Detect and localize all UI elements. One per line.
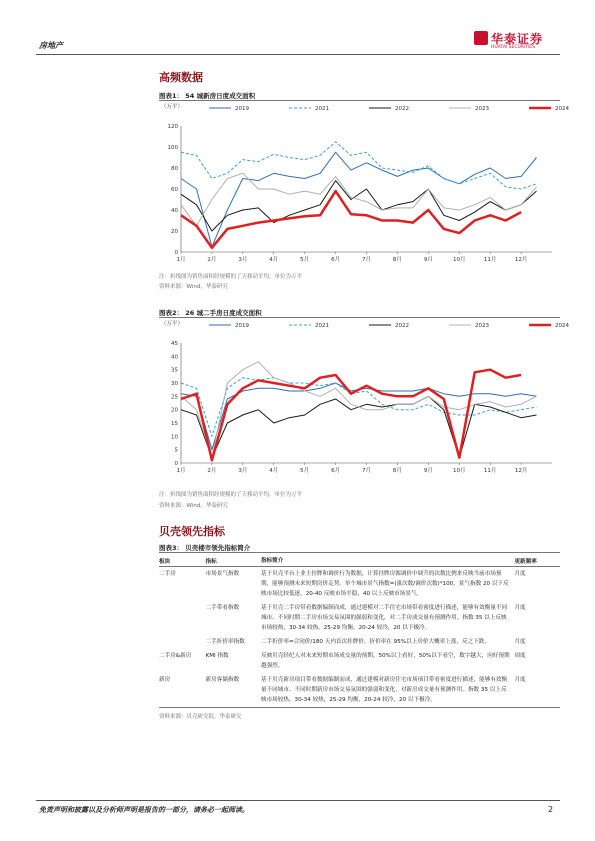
row-indicator: 新房客储指数	[205, 677, 240, 683]
row-description: 基于贝壳二手房带看数据编制而成，通过建模对二手住宅市场带看密度进行描述，能够有效衡量不同城市、不同时期二手房市场交易氛围的强弱和变化，对二手房成交量有预测作用。指数 35 以上反映市场较热，30-34 较热，25-29 均衡，20-24 较冷，20 以下极冷。	[260, 605, 508, 631]
x-tick-label: 3月	[238, 468, 248, 474]
y-tick-label: 40	[171, 208, 178, 214]
page-number: 2	[548, 805, 554, 814]
x-tick-label: 7月	[362, 468, 371, 474]
x-tick-label: 9月	[423, 257, 433, 263]
y-tick-label: 40	[171, 354, 178, 361]
legend-label: 2019	[235, 106, 249, 112]
x-tick-label: 9月	[423, 468, 433, 474]
logo-name: 华泰证券	[491, 32, 544, 46]
section-title-high-frequency: 高频数据	[159, 71, 203, 84]
x-tick-label: 3月	[238, 257, 248, 263]
legend-label: 2022	[395, 323, 409, 329]
indicator-table	[159, 556, 560, 720]
footer-disclaimer: 免责声明和披露以及分析师声明是报告的一部分，请务必一起阅读。	[39, 806, 249, 814]
series-line-2021	[181, 142, 537, 189]
y-tick-label: 0	[174, 250, 178, 256]
y-tick-label: 60	[171, 187, 178, 193]
series-line-2022	[181, 396, 537, 457]
x-tick-label: 6月	[331, 468, 341, 474]
y-tick-label: 20	[171, 407, 178, 414]
figure2-note: 注：折线图为销售面积经规模的了天移动平均，单位为万平	[159, 492, 303, 498]
row-indicator: 二手折价率指数	[205, 639, 245, 645]
x-tick-label: 2月	[207, 468, 217, 474]
row-frequency: 月度	[514, 571, 526, 577]
row-frequency: 月度	[514, 639, 526, 645]
header-indicator: 指标	[205, 559, 217, 565]
x-tick-label: 10月	[453, 468, 466, 474]
x-tick-label: 1月	[176, 468, 186, 474]
row-indicator: 二手带看指数	[205, 605, 240, 611]
table-header	[159, 556, 560, 567]
report-sector: 房地产	[39, 41, 63, 50]
y-tick-label: 15	[171, 421, 178, 427]
figure1-rule	[159, 100, 560, 101]
row-sector: 二手房	[159, 571, 176, 577]
legend-label: 2021	[315, 323, 329, 329]
footer-divider	[36, 800, 560, 801]
legend-label: 2024	[555, 106, 569, 112]
legend-label: 2023	[475, 106, 489, 112]
x-tick-label: 5月	[300, 257, 310, 263]
figure2-chart	[159, 319, 569, 479]
x-tick-label: 8月	[392, 257, 402, 263]
x-tick-label: 10月	[453, 257, 466, 263]
legend-label: 2023	[475, 323, 489, 329]
x-tick-label: 4月	[269, 468, 279, 474]
header-divider	[36, 54, 560, 55]
figure2-title: 图表2： 26 城二手房日度成交面积	[159, 309, 262, 317]
y-tick-label: 120	[167, 124, 178, 130]
logo-english-name: HUATAI SECURITIES	[491, 45, 536, 50]
table-row	[159, 635, 560, 649]
table-row	[159, 649, 560, 673]
legend-label: 2022	[395, 106, 409, 112]
table-row	[159, 601, 560, 635]
row-description: 基于贝壳平台上业主挂牌和调价行为数据，计算挂牌房源调价中调升的次数比例来反映当前市场预期，能够预测未来短期房价走势。单个城市景气指数=(涨次数/调价次数)*100，景气指数 20 以下反映市场比较低迷，20-40 反映市场平稳，40 以上反映市场景气。	[260, 571, 509, 597]
x-tick-label: 11月	[483, 257, 497, 263]
x-tick-label: 11月	[483, 468, 497, 474]
x-tick-label: 12月	[514, 468, 528, 474]
row-frequency: 月度	[514, 605, 526, 611]
x-tick-label: 7月	[362, 257, 371, 263]
y-tick-label: 100	[167, 145, 178, 151]
section-title-beike: 贝壳领先指标	[159, 525, 225, 538]
row-sector: 新房	[159, 677, 171, 683]
x-tick-label: 4月	[269, 257, 279, 263]
series-line-2022	[181, 181, 537, 231]
table-row	[159, 673, 560, 708]
row-description: 二手折价率=合同价/180 天内首次挂牌价。折价率在 95%以上房价大概率上涨，反之下跌。	[260, 639, 490, 645]
y-tick-label: 25	[171, 394, 178, 401]
figure3-title: 图表3： 贝壳楼市领先指标简介	[159, 544, 251, 552]
x-tick-label: 8月	[392, 468, 402, 474]
y-tick-label: 35	[171, 367, 178, 374]
y-tick-label: 45	[171, 341, 178, 347]
figure1-note: 注：折线图为销售面积经规模的了天移动平均，单位为万平	[159, 274, 303, 280]
figure1-title: 图表1： 54 城新房日度成交面积	[159, 92, 256, 100]
y-tick-label: 10	[171, 434, 178, 441]
row-description: 基于贝壳新房项目带看数据编制而成，通过建模对新房住宅市场项目带看密度进行描述，能够有效衡量不同城市、不同时期新房市场交易氛围的强弱和变化，对新房成交量有预测作用。指数 35 以上反映市场较热，30-34 较热，25-29 均衡，20-24 较冷，20 以下极冷。	[260, 677, 508, 703]
x-tick-label: 6月	[331, 257, 341, 263]
y-unit-label: （万平）	[161, 104, 184, 110]
x-tick-label: 1月	[176, 257, 186, 263]
row-indicator: 市场景气指数	[205, 571, 240, 577]
legend-label: 2021	[315, 106, 329, 112]
x-tick-label: 5月	[300, 468, 310, 474]
row-indicator: KMI 指数	[205, 653, 229, 659]
series-line-2019	[181, 383, 537, 450]
y-tick-label: 30	[171, 381, 178, 387]
y-tick-label: 5	[174, 447, 178, 454]
row-sector: 二手房&新房	[159, 653, 192, 659]
legend-label: 2024	[555, 323, 569, 329]
figure1-source: 资料来源：Wind，华泰研究	[159, 284, 228, 290]
y-unit-label: （万平）	[161, 321, 184, 327]
header-sector: 板块	[159, 559, 171, 565]
figure1-chart	[159, 102, 569, 268]
header-description: 指标简介	[260, 558, 284, 564]
huatai-logo-icon	[474, 31, 488, 45]
legend-label: 2019	[235, 323, 249, 329]
row-description: 反映贝壳经纪人对未来短期市场成交量的预期。50%以上看好，50%以下看空，数字越大，向好预期越强烈。	[260, 653, 510, 669]
x-tick-label: 12月	[514, 257, 528, 263]
header-frequency: 更新频率	[514, 559, 537, 565]
row-frequency: 月度	[514, 677, 526, 683]
figure3-rule	[159, 552, 560, 553]
row-frequency: 周度	[514, 653, 526, 659]
row-sector	[159, 603, 206, 633]
x-tick-label: 2月	[207, 257, 217, 263]
figure3-source: 资料来源：贝壳研究院，华泰研究	[159, 714, 242, 720]
figure2-rule	[159, 317, 560, 318]
y-tick-label: 0	[174, 461, 178, 467]
y-tick-label: 80	[171, 166, 178, 172]
figure2-source: 资料来源：Wind，华泰研究	[159, 503, 228, 509]
series-line-2023	[181, 362, 537, 458]
table-row	[159, 567, 560, 601]
y-tick-label: 20	[171, 229, 178, 235]
row-sector	[159, 637, 206, 647]
